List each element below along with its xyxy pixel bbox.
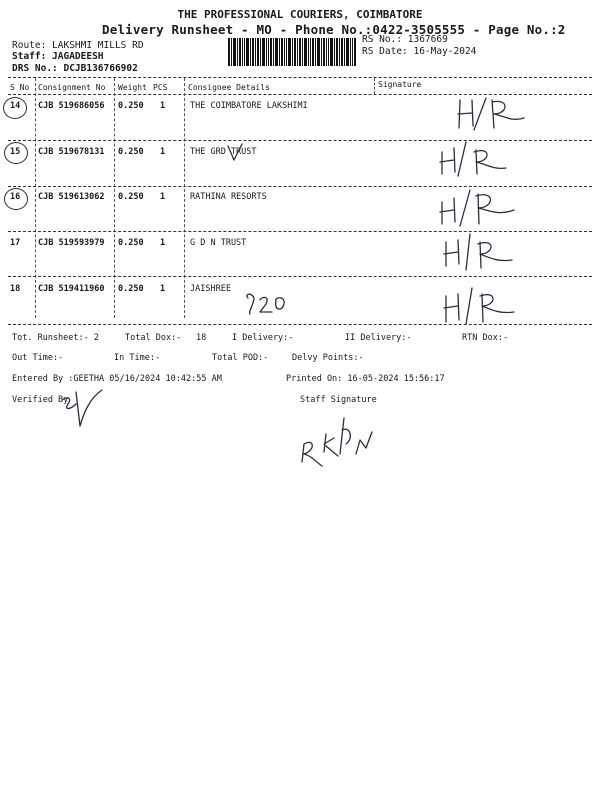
row-consignee: RATHINA RESORTS [190,192,267,202]
row-sno: 16 [10,192,21,202]
row-sno: 17 [10,238,21,248]
row-weight: 0.250 [118,238,144,248]
row-consignment: CJB 519593979 [38,238,105,248]
row-sno: 18 [10,284,21,294]
row-circle-mark [3,97,27,119]
row-circle-mark [4,142,28,164]
rtn-dox-label: RTN Dox:- [462,333,509,343]
row-consignee: THE COIMBATORE LAKSHIMI [190,101,308,111]
row-weight: 0.250 [118,101,144,111]
i-delivery-label: I Delivery:- [232,333,294,343]
row-weight: 0.250 [118,147,144,157]
row-signature-ink [436,186,520,230]
staff-label: Staff: JAGADEESH [12,51,104,62]
rs-number: RS No.: 1367669 [362,34,448,45]
total-pod-label: Total POD:- [212,353,269,363]
row-consignment: CJB 519678131 [38,147,105,157]
row-consignee: G D N TRUST [190,238,247,248]
entered-by: Entered By :GEETHA 05/16/2024 10:42:55 AM [12,374,222,384]
row-consignment: CJB 519613062 [38,192,105,202]
barcode-icon [228,38,356,66]
row-sno: 14 [10,101,21,111]
drs-number: DRS No.: DCJB136766902 [12,63,138,74]
ii-delivery-label: II Delivery:- [345,333,412,343]
out-time-label: Out Time:- [12,353,64,363]
ink-tick-mark [226,142,246,164]
in-time-label: In Time:- [114,353,161,363]
col-header-pcs: PCS [153,83,168,92]
row-circle-mark [4,188,28,210]
total-dox-value: 18 [196,333,207,343]
col-header-consignment: Consignment No [38,83,106,92]
delvy-points-label: Delvy Points:- [292,353,364,363]
runsheet-title: Delivery Runsheet - MO - Phone No.:0422-3505555 - Page No.:2 [102,22,566,37]
printed-on: Printed On: 16-05-2024 15:56:17 [286,374,445,384]
row-pcs: 1 [160,147,166,157]
row-signature-ink [436,138,512,178]
verified-by-label: Verified By [12,395,69,405]
total-dox-label: Total Dox:- [125,333,182,343]
row-consignee: JAISHREE [190,284,231,294]
row-consignee: THE GRD TRUST [190,147,257,157]
row-handwritten-note [242,290,292,318]
row-pcs: 1 [160,192,166,202]
col-header-signature: Signature [378,80,422,89]
rs-date: RS Date: 16-May-2024 [362,46,477,57]
row-pcs: 1 [160,101,166,111]
col-header-consignee: Consignee Details [188,83,270,92]
row-pcs: 1 [160,284,166,294]
row-signature-ink [452,96,532,132]
route-label: Route: LAKSHMI MILLS RD [12,40,144,51]
row-signature-ink [440,230,518,274]
row-consignment: CJB 519411960 [38,284,105,294]
row-weight: 0.250 [118,284,144,294]
row-pcs: 1 [160,238,166,248]
verified-by-signature [58,386,106,430]
tot-runsheet: Tot. Runsheet:- 2 [12,333,99,343]
row-consignment: CJB 519686056 [38,101,105,111]
col-header-weight: Weight [118,83,147,92]
row-sno: 15 [10,147,21,157]
staff-signature-label: Staff Signature [300,395,377,405]
col-header-sno: S No [10,83,30,92]
company-title: THE PROFESSIONAL COURIERS, COIMBATORE [177,8,423,21]
row-signature-ink [440,284,518,328]
row-weight: 0.250 [118,192,144,202]
staff-signature-ink [296,408,382,472]
